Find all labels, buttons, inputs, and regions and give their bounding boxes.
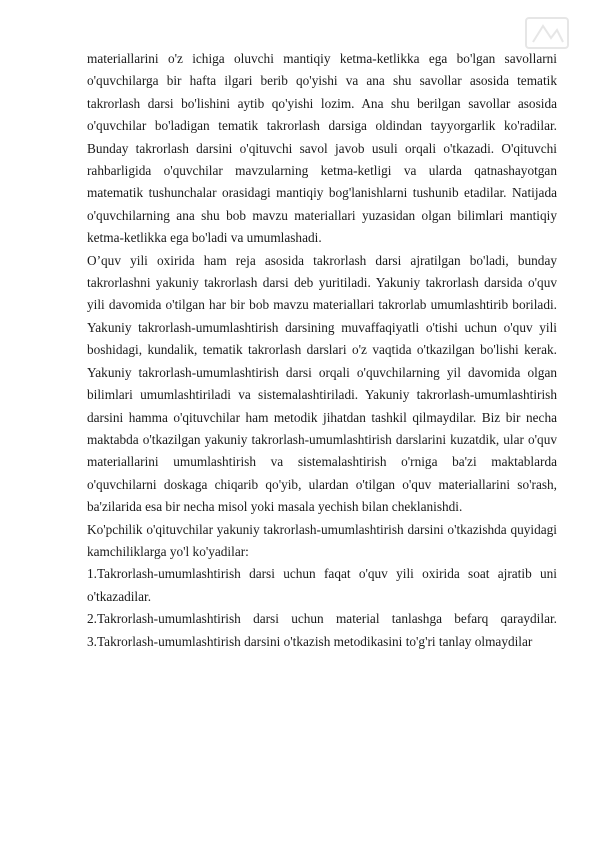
paragraph-intro: materiallarini o'z ichiga oluvchi mantiqiy ketma-ketlikka ega bo'lgan savollarni o'quvchilarga bir hafta ilgari berib qo'yishi va ana shu savollar asosida tematik takrorlash darsi bo'lishini aytib qo'yishi lozim. Ana shu berilgan savollar asosida o'quvchilar bo'ladigan tematik takrorlash darsiga oldindan tayyorgarlik ko'radilar. Bunday takrorlash darsini o'qituvchi savol javob usuli orqali o'tkazadi. O'qituvchi rahbarligida o'quvchilar mavzularning ketma-ketligi va ularda qatnashayotgan matematik tushunchalar orasidagi mantiqiy bog'lanishlarni tushunib etadilar. Natijada o'quvchilarning ana shu bob mavzu materiallari yuzasidan olgan bilimlari mantiqiy ketma-ketlikka ega bo'ladi va umumlashadi.	[87, 51, 557, 246]
list-item-2: 2.Takrorlash-umumlashtirish darsi uchun material tanlashga befarq qaraydilar.	[87, 611, 557, 627]
paragraph-shortcomings-intro: Ko'pchilik o'qituvchilar yakuniy takrorlash-umumlashtirish darsini o'tkazishda quyidagi kamchiliklarga yo'l ko'yadilar:	[87, 521, 557, 559]
list-item-1: 1.Takrorlash-umumlashtirish darsi uchun faqat o'quv yili oxirida soat ajratib uni o'tkazadilar.	[87, 566, 557, 604]
document-body	[87, 48, 557, 653]
paragraph-final-review: O’quv yili oxirida ham reja asosida takrorlash darsi ajratilgan bo'ladi, bunday takrorlashni yakuniy takrorlash darsi deb yuritiladi. Yakuniy takrorlash darsida o'quv yili davomida o'tilgan har bir bob mavzu materiallari takrorlab umumlashtirib boriladi. Yakuniy takrorlash-umumlashtirish darsining muvaffaqiyatli o'tishi uchun o'quv yili boshidagi, kundalik, tematik takrorlash darslari o'z vaqtida o'tkazilgan bo'lishi kerak. Yakuniy takrorlash-umumlashtirish darsi orqali o'quvchilarning yil davomida olgan bilimlari umumlashtiriladi va sistemalashtiriladi. Yakuniy takrorlash-umumlashtirish darsini hamma o'qituvchilar ham metodik jihatdan tashkil qilmaydilar. Biz bir necha maktabda o'tkazilgan yakuniy takrorlash-umumlashtirish darslarini kuzatdik, ular o'quv materiallarini umumlashtirish va sistemalashtirish o'rniga ba'zi maktablarda o'quvchilarni doskaga chiqarib qo'yib, ulardan o'tilgan o'quv materiallarini so'rash, ba'zilarida esa bir necha misol yoki masala yechish bilan cheklanishdi.	[87, 252, 557, 515]
list-item-3: 3.Takrorlash-umumlashtirish darsini o'tkazish metodikasini to'g'ri tanlay olmaydilar	[87, 633, 533, 649]
